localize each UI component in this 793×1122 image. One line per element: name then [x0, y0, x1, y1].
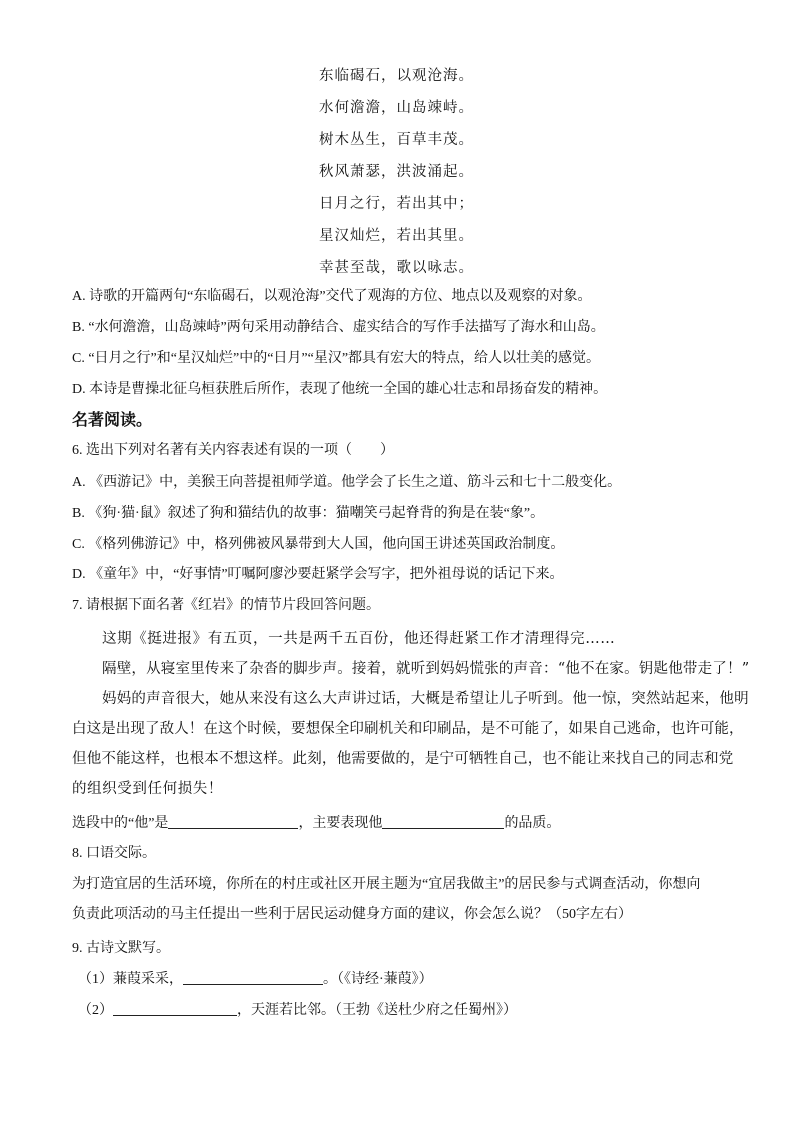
passage-line: 隔壁，从寝室里传来了杂沓的脚步声。接着，就听到妈妈慌张的声音：“他不在家。钥匙他带走了！”	[102, 661, 750, 677]
q9-blank-1[interactable]	[183, 970, 323, 985]
poem-line: 秋风萧瑟，洪波涌起。	[319, 164, 474, 180]
q9-item2-prefix: （2）	[78, 1003, 113, 1018]
q6-option-b: B. 《狗·猫·鼠》叙述了狗和猫结仇的故事：猫嘲笑弓起脊背的狗是在装“象”。	[72, 506, 545, 521]
passage-line: 但他不能这样，也根本不想这样。此刻，他需要做的，是宁可牺牲自己，也不能让来找自己的同志和党	[72, 751, 734, 767]
poem-line: 星汉灿烂，若出其里。	[319, 228, 474, 244]
q9-item-2	[78, 1001, 733, 1021]
q9-item1-suffix: 。（《诗经·蒹葭》）	[323, 972, 433, 987]
poem-line: 东临碣石，以观沧海。	[319, 68, 474, 84]
q7-passage	[72, 624, 750, 804]
q7-stem: 7. 请根据下面名著《红岩》的情节片段回答问题。	[72, 598, 380, 613]
q9-stem: 9. 古诗文默写。	[72, 941, 170, 956]
q8-line: 为打造宜居的生活环境，你所在的村庄或社区开展主题为“宜居我做主”的居民参与式调查活动，你想向	[72, 877, 701, 892]
q9-item2-suffix: ，天涯若比邻。（王勃《送杜少府之任蜀州》）	[237, 1003, 517, 1018]
q7-answer	[72, 814, 733, 834]
q7-answer-middle: ，主要表现他	[298, 816, 383, 831]
q7-blank-who[interactable]	[168, 814, 298, 829]
passage-line: 的组织受到任何损失！	[72, 781, 223, 797]
q6-option-c: C. 《格列佛游记》中，格列佛被风暴带到大人国，他向国王讲述英国政治制度。	[72, 537, 565, 552]
poem-line: 日月之行，若出其中；	[319, 196, 474, 212]
q6-option-d: D. 《童年》中，“好事情”叮嘱阿廖沙要赶紧学会写字，把外祖母说的话记下来。	[72, 567, 564, 582]
q9-item-1	[78, 970, 733, 990]
passage-line: 这期《挺进报》有五页，一共是两千五百份，他还得赶紧工作才清理得完……	[102, 631, 616, 647]
q6-option-a: A. 《西游记》中，美猴王向菩提祖师学道。他学会了长生之道、筋斗云和七十二般变化。	[72, 475, 622, 490]
poem-line: 幸甚至哉，歌以咏志。	[319, 260, 474, 276]
poem-line: 树木丛生，百草丰茂。	[319, 132, 474, 148]
q5-option-b: B. “水何澹澹，山岛竦峙”两句采用动静结合、虚实结合的写作手法描写了海水和山岛。	[72, 320, 605, 335]
passage-line: 白这是出现了敌人！在这个时候，要想保全印刷机关和印刷品，是不可能了，如果自己逃命，也许可能，	[72, 721, 744, 737]
q8-line: 负责此项活动的马主任提出一些利于居民运动健身方面的建议，你会怎么说？（50字左右）	[72, 907, 632, 922]
q5-option-a: A. 诗歌的开篇两句“东临碣石，以观沧海”交代了观海的方位、地点以及观察的对象。	[72, 289, 592, 304]
q8-stem: 8. 口语交际。	[72, 846, 156, 861]
section-title: 名著阅读。	[72, 410, 153, 429]
q7-blank-quality[interactable]	[382, 814, 504, 829]
poem	[0, 60, 793, 284]
q7-answer-prefix: 选段中的“他”是	[72, 816, 169, 831]
q5-option-d: D. 本诗是曹操北征乌桓获胜后所作，表现了他统一全国的雄心壮志和昂扬奋发的精神。	[72, 382, 608, 397]
passage-line: 妈妈的声音很大，她从来没有这么大声讲过话，大概是希望让儿子听到。他一惊，突然站起来，他明	[102, 691, 749, 707]
q9-blank-2[interactable]	[113, 1001, 237, 1016]
q9-item1-prefix: （1）蒹葭采采，	[78, 972, 183, 987]
q8-body	[72, 870, 728, 930]
q6-stem: 6. 选出下列对名著有关内容表述有误的一项（ ）	[72, 443, 394, 458]
q7-answer-suffix: 的品质。	[504, 816, 561, 831]
poem-line: 水何澹澹，山岛竦峙。	[319, 100, 474, 116]
q5-option-c: C. “日月之行”和“星汉灿烂”中的“日月”“星汉”都具有宏大的特点，给人以壮美的感觉。	[72, 351, 601, 366]
